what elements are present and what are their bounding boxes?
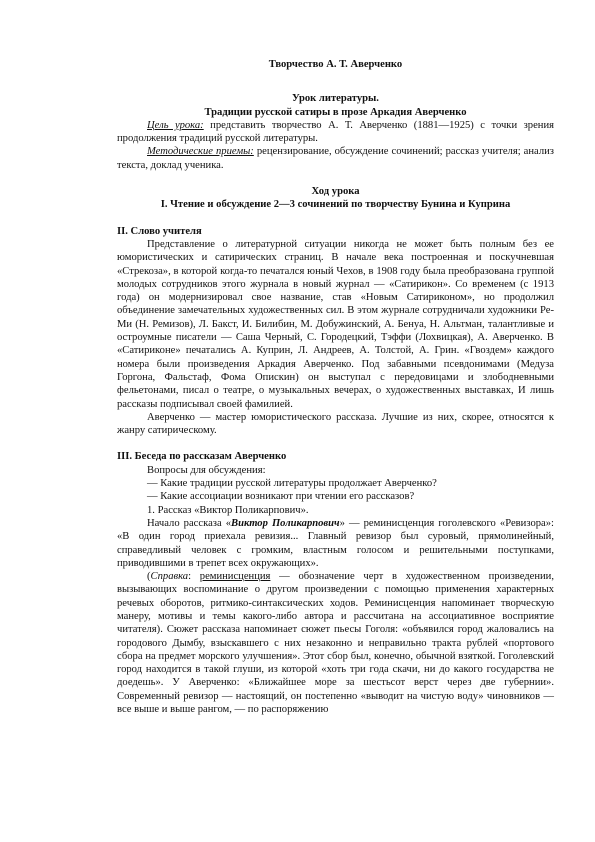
p3-rest: » — реминисценция гоголевского «Ревизора»: «В один город приехала ревизия... Главный ревизор был суровый, прямолинейный, справедливый человек с громким, властным голосом и решительными поступками, приводившими в трепет всех окружающих».	[117, 517, 554, 569]
story-title: Виктор Поликарпович	[231, 517, 340, 529]
p3-start: Начало рассказа «	[147, 517, 232, 529]
paragraph-4	[117, 570, 554, 716]
lesson-topic: Традиции русской сатиры в прозе Аркадия Аверченко	[204, 106, 467, 118]
section-1-heading: I. Чтение и обсуждение 2—3 сочинений по творчеству Бунина и Куприна	[160, 199, 511, 211]
spacer	[117, 212, 554, 225]
document-title: Творчество А. Т. Аверченко	[268, 59, 403, 70]
paragraph-1: Представление о литературной ситуации никогда не может быть полным без ее юмористических и сатирических страниц. В начале века построенная и поскучневшая «Стрекоза», в которой когда-то печатался юный Чехов, в 1908 году была преобразована группой молодых сотрудников этого журнала в новый журнал — «Сатирикон». Со временем (с 1913 года) он модернизировал свое название, став «Новым Сатириконом», но продолжил объединение замечательных художественных сил. В этом журнале сотрудничали художники Ре-Ми (Н. Ремизов), Л. Бакст, И. Билибин, М. Добужинский, А. Бенуа, Н. Альтман, талантливые и остроумные писатели — Саша Черный, С. Городецкий, Тэффи (Лохвицкая), А. Аверченко. В «Сатириконе» печатались А. Куприн, Л. Андреев, А. Толстой, А. Грин. «Гвоздем» каждого номера были произведения Аркадия Аверченко. Под забавными псевдонимами (Медуза Горгона, Фальстаф, Фома Опискин) он выступал с передовицами и злободневными фельетонами, писал о театре, о музыкальных вечерах, о художественных выставках, И лишь рассказы подписывал своей фамилией.	[117, 238, 554, 410]
methods-label: Методические приемы:	[147, 146, 254, 158]
questions-intro: Вопросы для обсуждения:	[147, 464, 266, 476]
question-1: — Какие традиции русской литературы продолжает Аверченко?	[147, 478, 437, 490]
reminiscence-term: реминисценция	[199, 571, 271, 583]
lesson-methods	[117, 145, 554, 172]
paragraph-2: Аверченко — мастер юмористического рассказа. Лучшие из них, скорее, относятся к жанру сатирическому.	[117, 411, 554, 437]
document-body	[117, 58, 554, 716]
p4-open: (	[147, 571, 151, 583]
spacer	[117, 172, 554, 185]
lesson-goal	[117, 119, 554, 146]
section-2-heading: II. Слово учителя	[117, 225, 202, 237]
p4-text: — обозначение черт в художественном произведении, вызывающих воспоминание о другом произведении с помощью применения характерных речевых оборотов, ритмико-синтаксических ходов. Реминисценция напоминает творческую манеру, мотивы и темы какого-либо автора и рассчитана на ассоциативное восприятие читателя). Сюжет рассказа напоминает сюжет пьесы Гоголя: «объявился город жаловались на городового Дымбу, взыскавшего с них незаконно и неправильно тракта рублей «портового сбора на предмет морского улучшения». Этот сбор был, конечно, обычной взяткой. Гоголевский город находится в такой глуши, из которой «хоть три года скачи, ни до какого государства не доедешь». У Аверченко: «Ближайшее море за шестьсот верст через две губернии». Современный ревизор — настоящий, он постепенно «выводит на чистую воду» чиновников — все выше и выше рангом, — по распоряжению	[117, 571, 555, 716]
spacer	[117, 71, 554, 84]
goal-text: представить творчество А. Т. Аверченко (1881—1925) с точки зрения продолжения традиций русской литературы.	[117, 119, 554, 145]
spacer	[117, 437, 554, 450]
spacer	[117, 84, 554, 92]
reference-label: Справка	[150, 571, 189, 583]
paragraph-3	[117, 517, 554, 570]
goal-label: Цель урока:	[147, 119, 204, 131]
question-2: — Какие ассоциации возникают при чтении его рассказов?	[147, 491, 415, 503]
methods-text: рецензирование, обсуждение сочинений; рассказ учителя; анализ текста, доклад ученика.	[117, 146, 554, 171]
course-header: Ход урока	[311, 186, 360, 198]
lesson-header: Урок литературы.	[292, 93, 379, 105]
section-3-heading: III. Беседа по рассказам Аверченко	[117, 451, 287, 463]
story-1-heading: 1. Рассказ «Виктор Поликарпович».	[147, 504, 309, 516]
p4-colon: :	[188, 571, 200, 583]
